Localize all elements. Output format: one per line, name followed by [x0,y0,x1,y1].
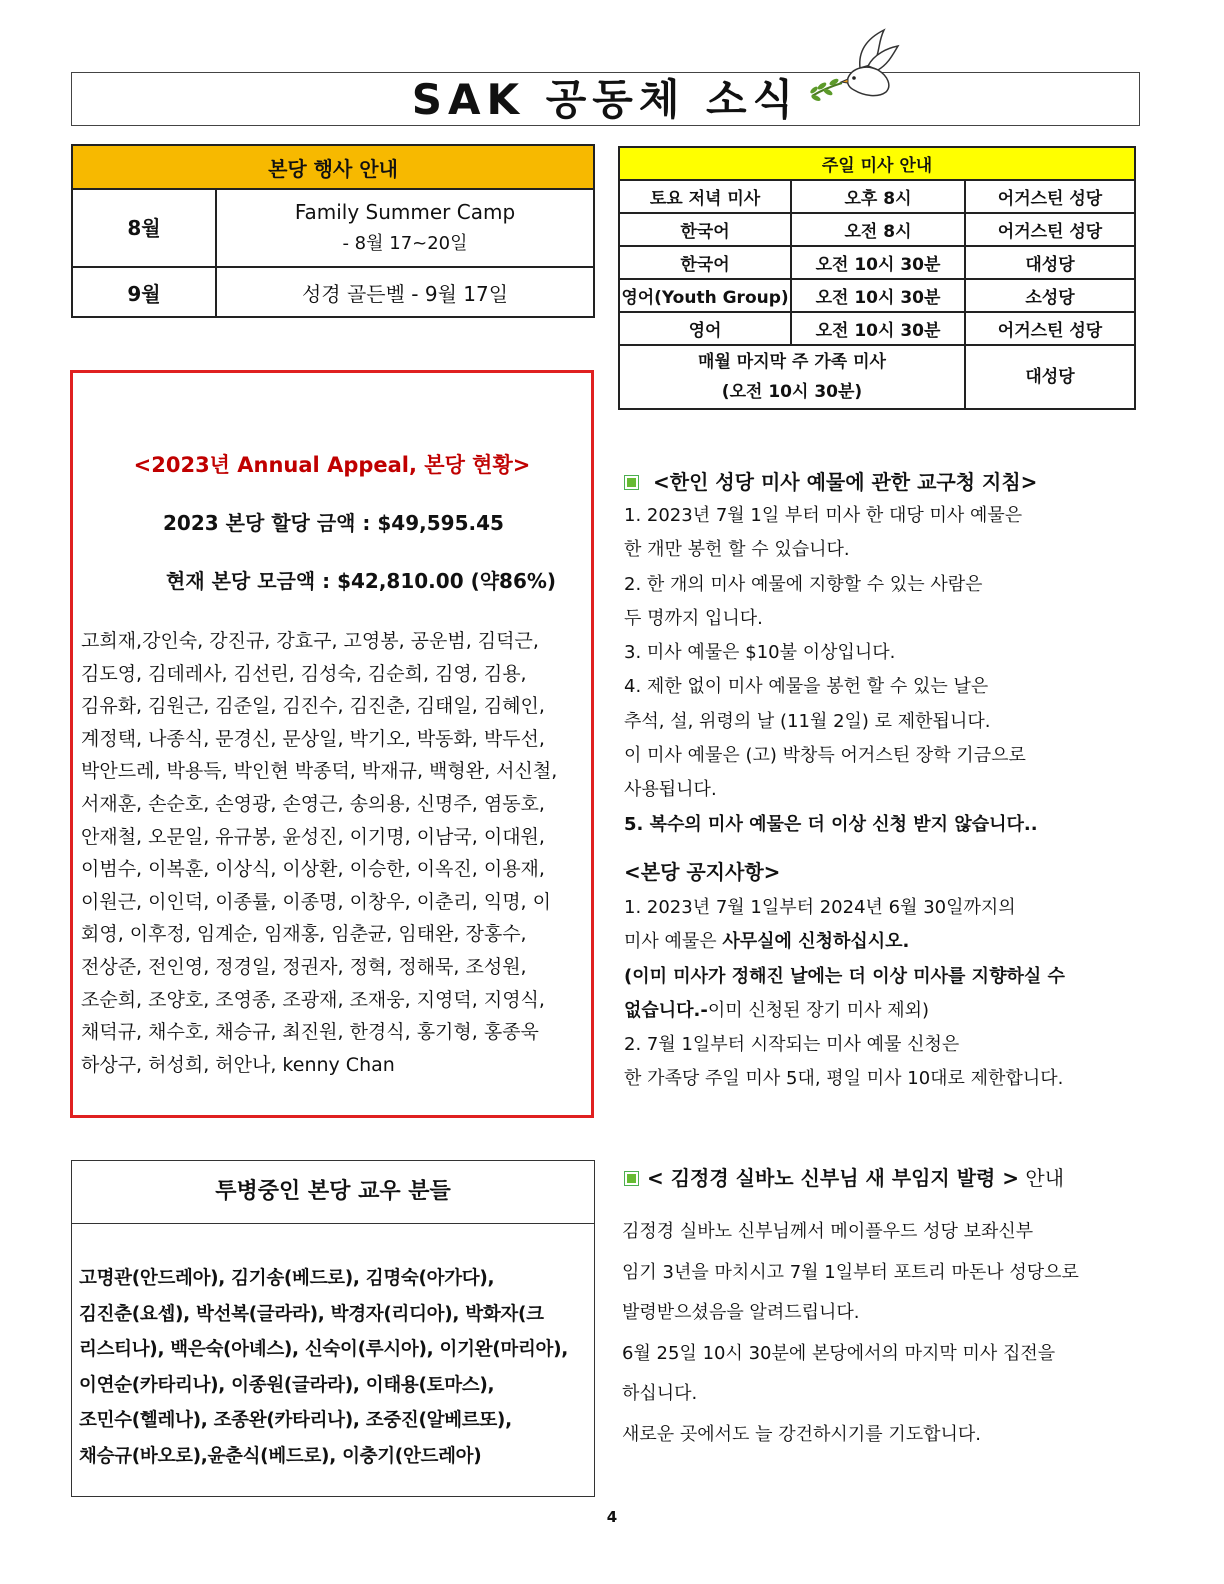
table-row [619,312,1135,345]
guideline-line: 이 미사 예물은 (고) 박창득 어거스틴 장학 기금으로 [624,745,1026,767]
priest-heading [624,1162,1064,1191]
event-name: 성경 골든벨 - 9월 17일 [216,267,594,317]
mass-time: 오전 10시 30분 [791,246,965,279]
appeal-target-amount: 2023 본당 할당 금액 : $49,595.45 [163,511,504,535]
green-square-bullet-icon [624,1171,639,1186]
mass-place: 소성당 [965,279,1135,312]
sick-parishioners-box [71,1160,595,1497]
notice-line: 한 가족당 주일 미사 5대, 평일 미사 10대로 제한합니다. [624,1068,1064,1090]
events-table [71,144,595,318]
table-row [619,279,1135,312]
mass-time: 오전 8시 [791,213,965,246]
mass-name: 영어 [619,312,791,345]
appeal-collected-amount: 현재 본당 모금액 : $42,810.00 (약86%) [166,569,557,593]
mass-place: 어거스틴 성당 [965,312,1135,345]
mass-time: 오전 10시 30분 [791,312,965,345]
mass-name: 한국어 [619,246,791,279]
guideline-line: 사용됩니다. [624,779,717,801]
notice-line [624,925,1144,959]
notice-text: 미사 예물은 [624,931,723,953]
guideline-line: 4. 제한 없이 미사 예물을 봉헌 할 수 있는 날은 [624,676,989,698]
guideline-line: 추석, 설, 위령의 날 (11월 2일) 로 제한됩니다. [624,710,991,732]
family-mass [619,345,965,409]
event-month: 9월 [72,267,216,317]
mass-place: 어거스틴 성당 [965,180,1135,213]
page-number: 4 [606,1508,618,1526]
mass-name: 토요 저녁 미사 [619,180,791,213]
green-square-bullet-icon [624,475,639,490]
mass-name: 한국어 [619,213,791,246]
mass-time: 오전 10시 30분 [791,279,965,312]
annual-appeal-box [70,370,594,1118]
notices-heading: <본당 공지사항> [624,860,781,884]
mass-place: 어거스틴 성당 [965,213,1135,246]
notice-text-bold: 없습니다.- [624,999,708,1021]
family-mass-time: (오전 10시 30분) [721,382,863,402]
priest-line: 발령받으셨음을 알려드립니다. [622,1302,860,1324]
events-title: 본당 행사 안내 [72,145,594,189]
guidelines-body [624,499,1144,842]
priest-title-suffix: 안내 [1019,1166,1065,1190]
mass-time: 오후 8시 [791,180,965,213]
guideline-line: 2. 한 개의 미사 예물에 지향할 수 있는 사람은 [624,573,983,595]
title-banner [71,72,1140,126]
notices-body [624,891,1144,1097]
event-name: Family Summer Camp [294,200,516,224]
priest-title: < 김정경 실바노 신부님 새 부임지 발령 > [647,1166,1020,1190]
table-row [619,246,1135,279]
family-mass-name: 매월 마지막 주 가족 미사 [698,352,886,372]
table-row [619,345,1135,409]
notice-line [624,994,1144,1028]
notice-text-bold: 사무실에 신청하십시오. [722,931,910,953]
guideline-line: 두 명까지 입니다. [624,607,763,629]
mass-place: 대성당 [965,246,1135,279]
priest-line: 새로운 곳에서도 늘 강건하시기를 기도합니다. [622,1423,981,1445]
mass-title: 주일 미사 안내 [619,147,1135,180]
table-row [619,213,1135,246]
guidelines-title: <한인 성당 미사 예물에 관한 교구청 지침> [653,470,1038,494]
priest-line: 6월 25일 10시 30분에 본당에서의 마지막 미사 집전을 [622,1342,1056,1364]
guideline-line: 1. 2023년 7월 1일 부터 미사 한 대당 미사 예물은 [624,505,1023,526]
guideline-line: 5. 복수의 미사 예물은 더 이상 신청 받지 않습니다.. [624,813,1038,835]
priest-body [622,1212,1152,1456]
event-date: - 8월 17~20일 [342,233,468,254]
notice-line: (이미 미사가 정해진 날에는 더 이상 미사를 지향하실 수 [624,965,1065,987]
table-row [619,180,1135,213]
family-mass-place: 대성당 [965,345,1135,409]
mass-name: 영어(Youth Group) [619,279,791,312]
priest-line: 김정경 실바노 신부님께서 메이플우드 성당 보좌신부 [622,1221,1034,1242]
guideline-line: 한 개만 봉헌 할 수 있습니다. [624,539,850,561]
priest-line: 임기 3년을 마치시고 7월 1일부터 포트리 마돈나 성당으로 [622,1261,1079,1283]
notice-line: 2. 7월 1일부터 시작되는 미사 예물 신청은 [624,1034,960,1056]
guideline-line: 3. 미사 예물은 $10불 이상입니다. [624,642,896,664]
sick-list: 고명관(안드레아), 김기송(베드로), 김명숙(아가다), 김진춘(요셉), 박선복(글라라), 박경자(리디아), 박화자(크 리스티나), 백은숙(아녜스), 신숙이(루시아), 이기완(마리아), 이연순(카타리나), 이종원(글라라), 이태용(토마스), 조민수(헬레나), 조종완(카타리나), 조중진(알베르또), 채승규(바오로),윤춘식(베드로), 이충기(안드레아) [79,1268,568,1467]
priest-line: 하십니다. [622,1383,698,1405]
event-detail [216,189,594,267]
page-title: SAK 공동체 소식 [411,75,800,124]
dove-icon [808,28,900,110]
guidelines-heading [624,466,1037,495]
sick-title: 투병중인 본당 교우 분들 [72,1161,594,1224]
event-month: 8월 [72,189,216,267]
notice-line: 1. 2023년 7월 1일부터 2024년 6월 30일까지의 [624,897,1016,918]
donor-list: 고희재,강인숙, 강진규, 강효구, 고영봉, 공운범, 김덕근, 김도영, 김데레사, 김선린, 김성숙, 김순희, 김영, 김용, 김유화, 김원근, 김준일, 김진수, 김진춘, 김태일, 김혜인, 계정택, 나종식, 문경신, 문상일, 박기오, 박동화, 박두선, 박안드레, 박용득, 박인현 박종덕, 박재규, 백형완, 서신철, 서재훈, 손순호, 손영광, 손영근, 송의용, 신명주, 염동호, 안재철, 오문일, 유규봉, 윤성진, 이기명, 이남국, 이대원, 이범수, 이복훈, 이상식, 이상환, 이승한, 이옥진, 이용재, 이원근, 이인덕, 이종률, 이종명, 이창우, 이춘리, 익명, 이 회영, 이후정, 임계순, 임재홍, 임춘균, 임태완, 장홍수, 전상준, 전인영, 정경일, 정권자, 정혁, 정해묵, 조성원, 조순희, 조양호, 조영종, 조광재, 조재웅, 지영덕, 지영식, 채덕규, 채수호, 채승규, 최진원, 한경식, 홍기형, 홍종욱 하상구, 허성희, 허안나, kenny Chan [81,630,558,1076]
mass-schedule-table [618,146,1136,410]
notice-text: 이미 신청된 장기 미사 제외) [707,999,930,1021]
appeal-title: <2023년 Annual Appeal, 본당 현황> [133,453,531,477]
